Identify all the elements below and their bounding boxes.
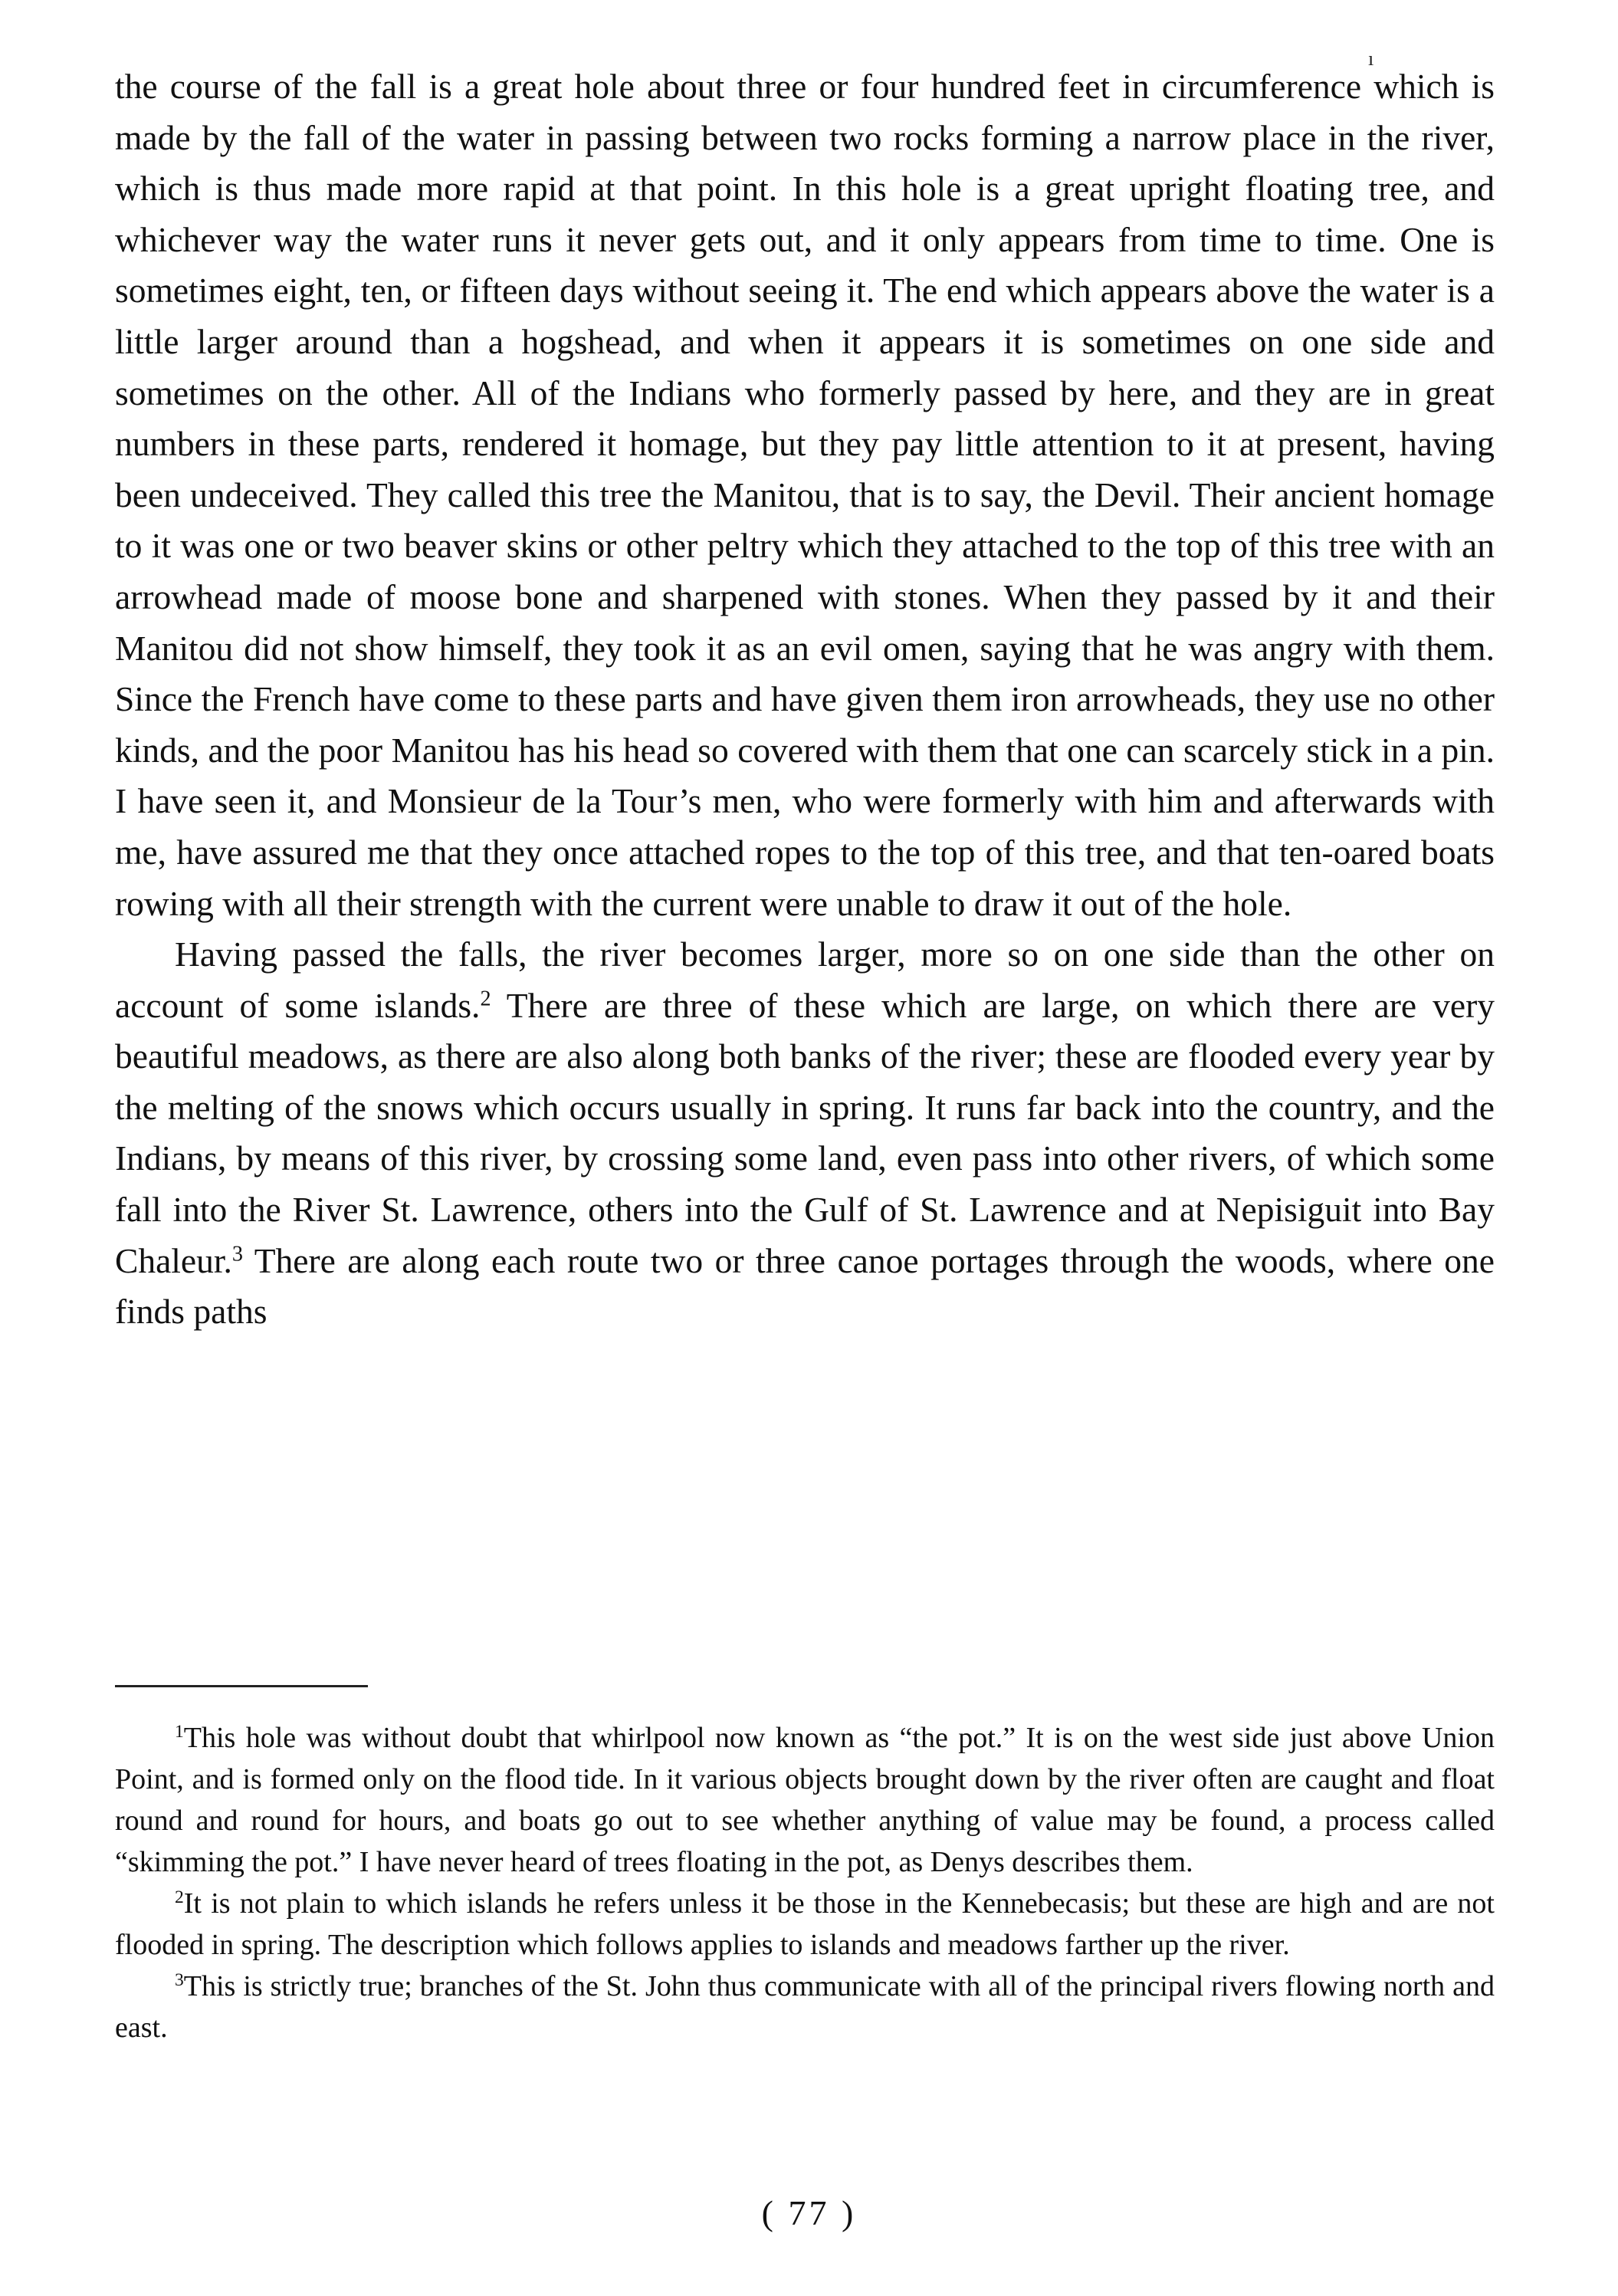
paragraph-2-text-b: There are three of these which are large, on which there are very beautiful meadows, as there are also along both banks of the river; these are flooded every year by the melting of the snows which occurs usually in spring. It runs far back into the country, and the Indians, by means of this river, by crossing some land, even pass into other rivers, of which some fall into the River St. Lawrence, others into the Gulf of St. Lawrence and at Nepisiguit into Bay Chaleur. xyxy=(115,985,1495,1280)
footnote-3-text: This is strictly true; branches of the St. John thus communicate with all of the principal rivers flowing north and east. xyxy=(115,1970,1495,2044)
footnote-2 xyxy=(115,1883,1495,1966)
footnote-ref-2: 2 xyxy=(480,987,491,1011)
stray-mark: ı xyxy=(1368,48,1374,70)
body-text xyxy=(115,61,1495,1338)
footnote-2-text: It is not plain to which islands he refers unless it be those in the Kennebecasis; but these are high and are not flooded in spring. The description which follows applies to islands and meadows farther up the river. xyxy=(115,1887,1495,1961)
paragraph-2 xyxy=(115,929,1495,1338)
footnote-1 xyxy=(115,1717,1495,1883)
footnote-rule xyxy=(115,1685,368,1687)
page-body xyxy=(115,61,1495,1338)
footnote-1-text: This hole was without doubt that whirlpool now known as “the pot.” It is on the west side just above Union Point, and is formed only on the flood tide. In it various objects brought down by the river often are caught and float round and round for hours, and boats go out to see whether anything of value may be found, a process called “skimming the pot.” I have never heard of trees floating in the pot, as Denys describes them. xyxy=(115,1722,1495,1878)
paragraph-2-text-a: Having passed the falls, the river becomes larger, more so on one side than the other on account of some islands. xyxy=(115,934,1495,1025)
paragraph-2-text-c: There are along each route two or three canoe portages through the woods, where one finds paths xyxy=(115,1240,1495,1332)
paragraph-1 xyxy=(115,61,1495,929)
page-number: ( 77 ) xyxy=(761,2193,857,2232)
footnote-1-marker: 1 xyxy=(175,1722,184,1743)
footnote-2-marker: 2 xyxy=(175,1887,184,1908)
footnotes xyxy=(115,1717,1495,2048)
paragraph-1-text: the course of the fall is a great hole about three or four hundred feet in circumference which is made by the fall of the water in passing between two rocks forming a narrow place in the river, which is thus made more rapid at that point. In this hole is a great upright floating tree, and whichever way the water runs it never gets out, and it only appears from time to time. One is sometimes eight, ten, or fifteen days without seeing it. The end which appears above the water is a little larger around than a hogshead, and when it appears it is sometimes on one side and sometimes on the other. All of the Indians who formerly passed by here, and they are in great numbers in these parts, rendered it homage, but they pay little attention to it at present, having been undeceived. They called this tree the Manitou, that is to say, the Devil. Their ancient homage to it was one or two beaver skins or other peltry which they attached to the top of this tree with an arrowhead made of moose bone and sharpened with stones. When they passed by it and their Manitou did not show himself, they took it as an evil omen, saying that he was angry with them. Since the French have come to these parts and have given them iron arrowheads, they use no other kinds, and the poor Manitou has his head so covered with them that one can scarcely stick in a pin. I have seen it, and Monsieur de la Tour’s men, who were formerly with him and afterwards with me, have assured me that they once attached ropes to the top of this tree, and that ten-oared boats rowing with all their strength with the current were unable to draw it out of the hole. xyxy=(115,67,1495,923)
footnote-3-marker: 3 xyxy=(175,1970,184,1991)
footnote-ref-3: 3 xyxy=(231,1242,244,1266)
footnote-3 xyxy=(115,1966,1495,2048)
